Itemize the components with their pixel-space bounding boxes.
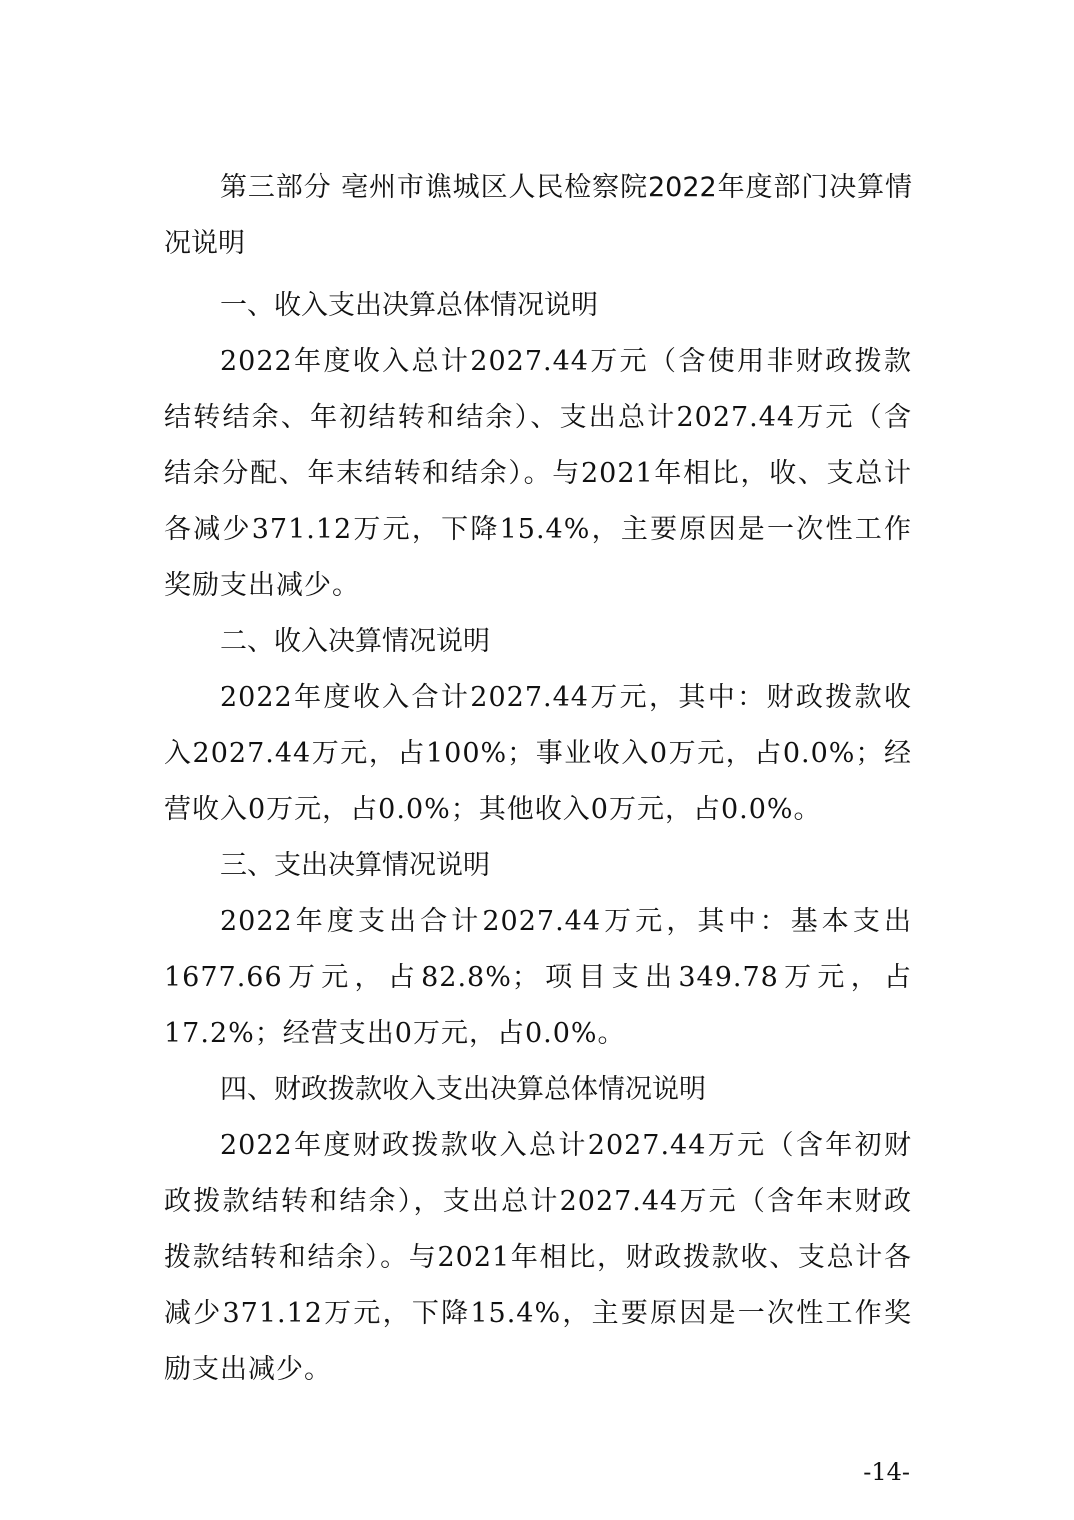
document-content [164, 160, 912, 1398]
section-heading-3: 三、支出决算情况说明 [220, 850, 490, 881]
section-heading-2: 二、收入决算情况说明 [220, 626, 490, 657]
section-heading-4: 四、财政拨款收入支出决算总体情况说明 [220, 1074, 706, 1105]
section-body-1: 2022年度收入总计2027.44万元（含使用非财政拨款结转结余、年初结转和结余）、支出总计2027.44万元（含结余分配、年末结转和结余）。与2021年相比，收、支总计各减少371.12万元，下降15.4%，主要原因是一次性工作奖励支出减少。 [164, 346, 912, 601]
page-number: -14- [863, 1458, 910, 1486]
section-body-3: 2022年度支出合计2027.44万元，其中：基本支出1677.66万元，占82.8%；项目支出349.78万元，占17.2%；经营支出0万元，占0.0%。 [164, 906, 912, 1049]
section-body-4: 2022年度财政拨款收入总计2027.44万元（含年初财政拨款结转和结余），支出总计2027.44万元（含年末财政拨款结转和结余）。与2021年相比，财政拨款收、支总计各减少371.12万元，下降15.4%，主要原因是一次性工作奖励支出减少。 [164, 1130, 912, 1385]
section-body-2: 2022年度收入合计2027.44万元，其中：财政拨款收入2027.44万元，占100%；事业收入0万元，占0.0%；经营收入0万元，占0.0%；其他收入0万元，占0.0%。 [164, 682, 912, 825]
document-title: 第三部分 亳州市谯城区人民检察院2022年度部门决算情况说明 [164, 172, 912, 259]
section-heading-1: 一、收入支出决算总体情况说明 [220, 290, 598, 321]
